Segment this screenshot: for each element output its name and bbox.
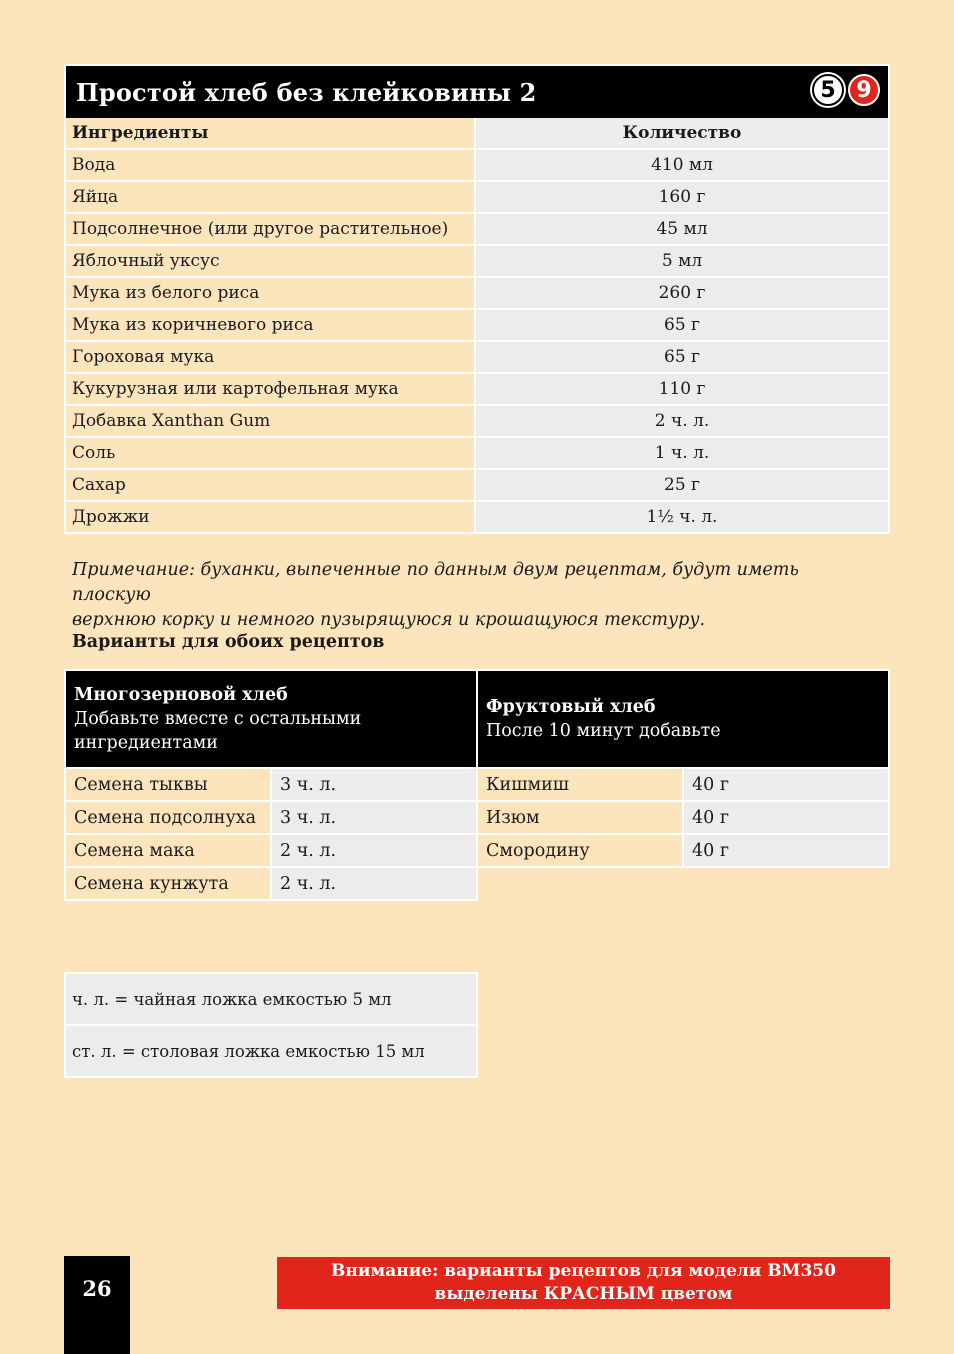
table-row <box>66 835 476 866</box>
variant-amount-cell: 2 ч. л. <box>272 868 476 899</box>
quantity-cell: 1½ ч. л. <box>476 502 888 532</box>
quantity-cell: 1 ч. л. <box>476 438 888 468</box>
program-badge-9: 9 <box>848 74 880 106</box>
fruit-title: Фруктовый хлеб <box>486 697 656 717</box>
quantity-cell: 410 мл <box>476 150 888 180</box>
ingredient-cell: Подсолнечное (или другое растительное) <box>66 214 474 244</box>
fruit-table <box>476 669 890 868</box>
ingredient-column-header: Ингредиенты <box>66 118 474 148</box>
program-badge-5: 5 <box>812 74 844 106</box>
table-row <box>478 769 888 800</box>
quantity-cell: 160 г <box>476 182 888 212</box>
warning-line: Внимание: варианты рецептов для модели BM350 <box>331 1261 836 1281</box>
quantity-cell: 65 г <box>476 342 888 372</box>
table-row <box>66 868 476 899</box>
legend-tbsp: ст. л. = столовая ложка емкостью 15 мл <box>66 1026 476 1076</box>
recipe-title: Простой хлеб без клейковины 2 <box>76 77 537 107</box>
ingredient-cell: Дрожжи <box>66 502 474 532</box>
fruit-subtitle: После 10 минут добавьте <box>486 721 721 741</box>
multigrain-subtitle: ингредиентами <box>74 733 218 753</box>
quantity-cell: 260 г <box>476 278 888 308</box>
recipe-title-bar <box>66 66 888 118</box>
variant-item-cell: Семена подсолнуха <box>66 802 270 833</box>
variant-item-cell: Кишмиш <box>478 769 682 800</box>
multigrain-subtitle: Добавьте вместе с остальными <box>74 709 362 729</box>
variant-amount-cell: 2 ч. л. <box>272 835 476 866</box>
ingredient-cell: Сахар <box>66 470 474 500</box>
variant-amount-cell: 3 ч. л. <box>272 802 476 833</box>
ingredient-cell: Добавка Xanthan Gum <box>66 406 474 436</box>
note-line: верхнюю корку и немного пузырящуюся и крошащуюся текстуру. <box>72 610 706 630</box>
multigrain-table <box>64 669 478 901</box>
ingredient-cell: Мука из коричневого риса <box>66 310 474 340</box>
page-number-text: 26 <box>82 1276 112 1301</box>
table-row <box>66 246 888 276</box>
recipe-note <box>72 558 852 633</box>
warning-line: выделены КРАСНЫМ цветом <box>434 1284 733 1304</box>
variant-amount-cell: 40 г <box>684 802 888 833</box>
ingredient-cell: Гороховая мука <box>66 342 474 372</box>
ingredient-cell: Яйца <box>66 182 474 212</box>
variants-title: Варианты для обоих рецептов <box>72 632 385 652</box>
quantity-cell: 2 ч. л. <box>476 406 888 436</box>
table-row <box>66 406 888 436</box>
table-row <box>66 502 888 532</box>
variant-amount-cell: 40 г <box>684 769 888 800</box>
table-row <box>66 438 888 468</box>
quantity-cell: 25 г <box>476 470 888 500</box>
table-row <box>66 310 888 340</box>
variant-item-cell: Изюм <box>478 802 682 833</box>
variant-item-cell: Семена кунжута <box>66 868 270 899</box>
ingredient-cell: Яблочный уксус <box>66 246 474 276</box>
ingredient-cell: Мука из белого риса <box>66 278 474 308</box>
quantity-cell: 45 мл <box>476 214 888 244</box>
recipe-table <box>64 64 890 534</box>
multigrain-header <box>66 671 476 767</box>
variant-item-cell: Семена мака <box>66 835 270 866</box>
variant-item-cell: Смородину <box>478 835 682 866</box>
table-row <box>478 802 888 833</box>
recipe-rows <box>66 118 888 532</box>
note-line: Примечание: буханки, выпеченные по данным двум рецептам, будут иметь плоскую <box>72 560 799 605</box>
multigrain-title: Многозерновой хлеб <box>74 685 288 705</box>
quantity-cell: 5 мл <box>476 246 888 276</box>
table-row <box>66 802 476 833</box>
legend-tsp: ч. л. = чайная ложка емкостью 5 мл <box>66 974 476 1024</box>
variant-item-cell: Семена тыквы <box>66 769 270 800</box>
quantity-column-header: Количество <box>476 118 888 148</box>
ingredient-cell: Соль <box>66 438 474 468</box>
table-row <box>66 374 888 404</box>
fruit-header <box>478 671 888 767</box>
table-row <box>478 835 888 866</box>
recipe-header-row <box>66 118 888 148</box>
model-badges <box>812 74 880 106</box>
table-row <box>66 470 888 500</box>
ingredient-cell: Вода <box>66 150 474 180</box>
table-row <box>66 342 888 372</box>
table-row <box>66 278 888 308</box>
page-number <box>64 1256 130 1354</box>
measure-legend <box>64 972 478 1078</box>
quantity-cell: 65 г <box>476 310 888 340</box>
quantity-cell: 110 г <box>476 374 888 404</box>
table-row <box>66 150 888 180</box>
table-row <box>66 214 888 244</box>
warning-banner <box>277 1257 890 1309</box>
table-row <box>66 182 888 212</box>
table-row <box>66 769 476 800</box>
variant-amount-cell: 3 ч. л. <box>272 769 476 800</box>
ingredient-cell: Кукурузная или картофельная мука <box>66 374 474 404</box>
variant-amount-cell: 40 г <box>684 835 888 866</box>
